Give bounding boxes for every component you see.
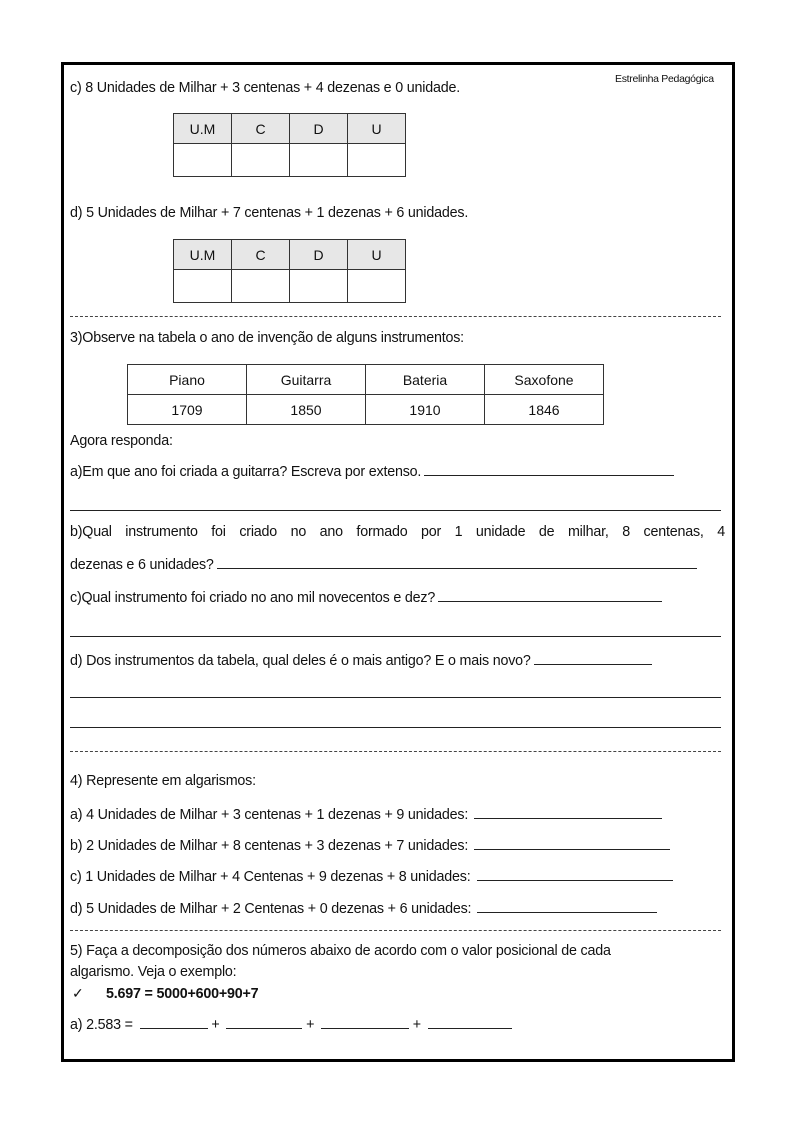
header-d: D [290, 114, 348, 144]
instrument-piano: Piano [128, 365, 247, 395]
cell-u[interactable] [348, 270, 406, 303]
header-um: U.M [174, 240, 232, 270]
plus-sign: + [412, 1017, 421, 1033]
section4-item-a [70, 805, 662, 823]
section4-item-d [70, 899, 657, 917]
year-saxofone: 1846 [485, 395, 604, 425]
header-u: U [348, 114, 406, 144]
cell-um[interactable] [174, 144, 232, 177]
section-divider [70, 930, 721, 931]
answer-line[interactable] [70, 697, 721, 698]
answer-line[interactable] [70, 727, 721, 728]
question-a [70, 462, 674, 480]
decomposition-blank-4[interactable] [428, 1015, 512, 1029]
question-b [70, 555, 697, 573]
plus-sign: + [306, 1017, 315, 1033]
section4-answer-d[interactable] [477, 899, 657, 913]
answer-line[interactable] [70, 636, 721, 637]
section-divider [70, 316, 721, 317]
decomposition-blank-1[interactable] [140, 1015, 208, 1029]
year-piano: 1709 [128, 395, 247, 425]
answer-c-blank[interactable] [438, 588, 662, 602]
cell-um[interactable] [174, 270, 232, 303]
section4-answer-a[interactable] [474, 805, 662, 819]
checkmark-icon: ✓ [72, 985, 84, 1001]
question-c-text: c)Qual instrumento foi criado no ano mil novecentos e dez? [70, 590, 436, 606]
section5-title-line1: 5) Faça a decomposição dos números abaixo de acordo com o valor posicional de cada [70, 943, 611, 959]
decomposition-blank-2[interactable] [226, 1015, 302, 1029]
year-bateria: 1910 [366, 395, 485, 425]
header-c: C [232, 240, 290, 270]
header-um: U.M [174, 114, 232, 144]
question-c [70, 588, 662, 606]
section4-answer-c[interactable] [477, 867, 673, 881]
question-b-text: dezenas e 6 unidades? [70, 557, 214, 573]
item-d-text: d) 5 Unidades de Milhar + 7 centenas + 1 dezenas + 6 unidades. [70, 205, 469, 221]
answer-d-blank[interactable] [534, 651, 652, 665]
section5-title-line2: algarismo. Veja o exemplo: [70, 964, 237, 980]
section-divider [70, 751, 721, 752]
header-u: U [348, 240, 406, 270]
cell-d[interactable] [290, 270, 348, 303]
section4-item-c [70, 867, 673, 885]
section4-item-d-text: d) 5 Unidades de Milhar + 2 Centenas + 0 dezenas + 6 unidades: [70, 901, 472, 917]
place-value-table-c [173, 113, 406, 177]
decomposition-blank-3[interactable] [321, 1015, 409, 1029]
header-d: D [290, 240, 348, 270]
answer-line[interactable] [70, 510, 721, 511]
cell-d[interactable] [290, 144, 348, 177]
year-guitarra: 1850 [247, 395, 366, 425]
brand-label: Estrelinha Pedagógica [615, 73, 714, 85]
section4-title: 4) Represente em algarismos: [70, 773, 256, 789]
cell-c[interactable] [232, 144, 290, 177]
instrument-saxofone: Saxofone [485, 365, 604, 395]
section4-item-b [70, 836, 670, 854]
question-d [70, 651, 652, 669]
answer-b-blank[interactable] [217, 555, 697, 569]
section5-item-a-label: a) 2.583 = [70, 1017, 133, 1033]
section4-answer-b[interactable] [474, 836, 670, 850]
section3-title: 3)Observe na tabela o ano de invenção de alguns instrumentos: [70, 330, 464, 346]
question-a-text: a)Em que ano foi criada a guitarra? Escreva por extenso. [70, 464, 422, 480]
cell-c[interactable] [232, 270, 290, 303]
cell-u[interactable] [348, 144, 406, 177]
instruments-table [127, 364, 604, 425]
section4-item-c-text: c) 1 Unidades de Milhar + 4 Centenas + 9 dezenas + 8 unidades: [70, 869, 471, 885]
item-c-text: c) 8 Unidades de Milhar + 3 centenas + 4 dezenas e 0 unidade. [70, 80, 460, 96]
question-d-text: d) Dos instrumentos da tabela, qual deles é o mais antigo? E o mais novo? [70, 653, 531, 669]
section5-item-a [70, 1015, 512, 1033]
example-decomposition: 5.697 = 5000+600+90+7 [106, 986, 259, 1002]
question-b-line1: b)Qual instrumento foi criado no ano formado por 1 unidade de milhar, 8 centenas, 4 [70, 524, 725, 540]
header-c: C [232, 114, 290, 144]
place-value-table-d [173, 239, 406, 303]
answer-a-blank[interactable] [424, 462, 674, 476]
plus-sign: + [211, 1017, 220, 1033]
section4-item-a-text: a) 4 Unidades de Milhar + 3 centenas + 1 dezenas + 9 unidades: [70, 807, 469, 823]
section4-item-b-text: b) 2 Unidades de Milhar + 8 centenas + 3 dezenas + 7 unidades: [70, 838, 469, 854]
instrument-bateria: Bateria [366, 365, 485, 395]
answer-prompt: Agora responda: [70, 433, 173, 449]
instrument-guitarra: Guitarra [247, 365, 366, 395]
